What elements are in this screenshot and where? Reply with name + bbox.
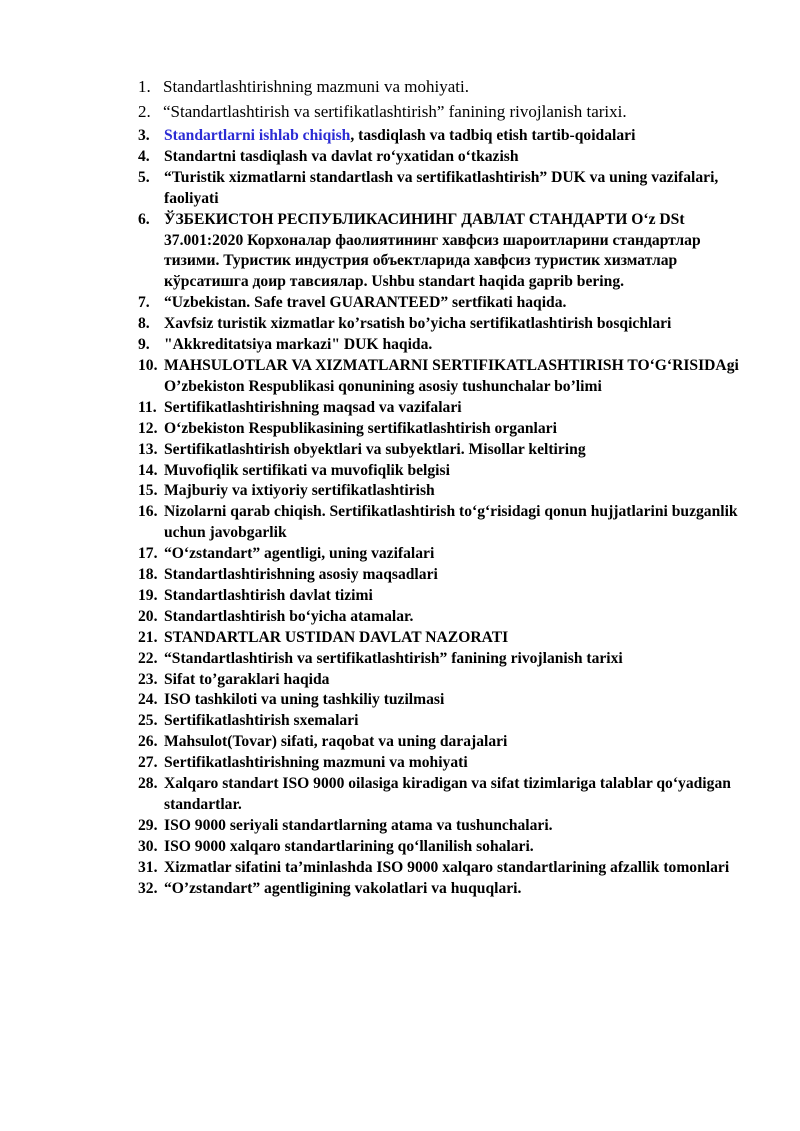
item-text: “Standartlashtirish va sertifikatlashtirish” fanining rivojlanish tarixi. xyxy=(163,102,627,121)
item-text: Standartlashtirish davlat tizimi xyxy=(164,586,373,604)
item-number: 31. xyxy=(138,858,158,876)
list-item xyxy=(138,147,748,168)
item-number: 24. xyxy=(138,691,158,709)
item-number: 17. xyxy=(138,545,158,563)
item-text: Xavfsiz turistik xizmatlar ko’rsatish bo’yicha sertifikatlashtirish bosqichlari xyxy=(164,315,672,333)
item-text: ISO 9000 seriyali standartlarning atama va tushunchalari. xyxy=(164,816,553,834)
list-item xyxy=(138,628,748,649)
item-number: 5. xyxy=(138,168,150,186)
item-text-rest: , tasdiqlash va tadbiq etish tartib-qoidalari xyxy=(350,127,636,144)
item-text: ISO tashkiloti va uning tashkiliy tuzilmasi xyxy=(164,691,445,709)
item-number: 25. xyxy=(138,712,158,730)
item-number: 3. xyxy=(138,127,150,144)
list-item xyxy=(138,210,748,294)
list-item xyxy=(138,774,748,816)
list-item xyxy=(138,440,748,461)
item-text: Xizmatlar sifatini ta’minlashda ISO 9000 xalqaro standartlarining afzallik tomonlari xyxy=(164,858,730,876)
item-number: 7. xyxy=(138,294,150,312)
list-item xyxy=(138,858,748,879)
list-item xyxy=(138,670,748,691)
list-item xyxy=(138,816,748,837)
question-list xyxy=(138,76,748,900)
item-number: 4. xyxy=(138,147,150,165)
list-item xyxy=(138,732,748,753)
item-number: 19. xyxy=(138,586,158,604)
item-text: Sertifikatlashtirish sxemalari xyxy=(164,712,359,730)
list-item xyxy=(138,101,748,123)
item-number: 15. xyxy=(138,482,158,500)
item-number: 14. xyxy=(138,461,158,479)
list-item xyxy=(138,126,748,147)
item-text: STANDARTLAR USTIDAN DAVLAT NAZORATI xyxy=(164,628,509,646)
item-number: 16. xyxy=(138,503,158,521)
item-number: 2. xyxy=(138,102,151,121)
item-number: 1. xyxy=(138,77,151,96)
item-number: 21. xyxy=(138,628,158,646)
list-item xyxy=(138,293,748,314)
item-text: Sertifikatlashtirish obyektlari va subyektlari. Misollar keltiring xyxy=(164,440,586,458)
item-number: 10. xyxy=(138,356,158,374)
item-number: 27. xyxy=(138,754,158,772)
item-text: Sertifikatlashtirishning maqsad va vazifalari xyxy=(164,398,462,416)
item-text: “Turistik xizmatlarni standartlash va sertifikatlashtirish” DUK va uning vazifalari, faoliyati xyxy=(164,168,719,207)
list-item xyxy=(138,565,748,586)
item-text: MAHSULOTLAR VA XIZMATLARNI SERTIFIKATLASHTIRISH TO‘G‘RISIDAgi O’zbekiston Respublikasi qonunining asosiy tushunchalar bo’limi xyxy=(164,356,739,395)
item-text: Mahsulot(Tovar) sifati, raqobat va uning darajalari xyxy=(164,733,508,751)
item-number: 12. xyxy=(138,419,158,437)
list-item xyxy=(138,335,748,356)
list-item xyxy=(138,649,748,670)
item-number: 32. xyxy=(138,879,158,897)
hyperlink-standards-development[interactable]: Standartlarni ishlab chiqish xyxy=(164,127,351,144)
list-item xyxy=(138,314,748,335)
item-text: Majburiy va ixtiyoriy sertifikatlashtirish xyxy=(164,482,435,500)
item-text: Muvofiqlik sertifikati va muvofiqlik belgisi xyxy=(164,461,450,479)
list-item xyxy=(138,461,748,482)
item-text: O‘zbekiston Respublikasining sertifikatlashtirish organlari xyxy=(164,419,557,437)
list-item xyxy=(138,76,748,98)
list-item xyxy=(138,753,748,774)
item-text: ISO 9000 xalqaro standartlarining qo‘llanilish sohalari. xyxy=(164,837,534,855)
item-number: 11. xyxy=(138,398,157,416)
item-number: 9. xyxy=(138,336,150,354)
item-number: 13. xyxy=(138,440,158,458)
item-text: Nizolarni qarab chiqish. Sertifikatlashtirish to‘g‘risidagi qonun hujjatlarini buzganlik uchun javobgarlik xyxy=(164,503,738,542)
item-text: ЎЗБЕКИСТОН РЕСПУБЛИКАСИНИНГ ДАВЛАТ СТАНДАРТИ O‘z DSt 37.001:2020 Корхоналар фаолиятининг хавфсиз шароитларини стандартлар тизими. Туристик индустрия объектларида хавфсиз туристик хизматлар кўрсатишга доир тавсиялар. Ushbu standart haqida gaprib bering. xyxy=(164,210,701,291)
item-text: Standartlashtirishning mazmuni va mohiyati. xyxy=(163,77,469,96)
item-text: "Akkreditatsiya markazi" DUK haqida. xyxy=(164,336,433,354)
list-item xyxy=(138,544,748,565)
list-item xyxy=(138,502,748,544)
list-item xyxy=(138,837,748,858)
item-number: 8. xyxy=(138,315,150,333)
list-item xyxy=(138,607,748,628)
list-item xyxy=(138,398,748,419)
item-text: Standartni tasdiqlash va davlat ro‘yxatidan o‘tkazish xyxy=(164,147,519,165)
item-number: 23. xyxy=(138,670,158,688)
item-text: “O’zstandart” agentligining vakolatlari va huquqlari. xyxy=(164,879,522,897)
item-number: 28. xyxy=(138,775,158,793)
list-item xyxy=(138,419,748,440)
item-text: Sifat to’garaklari haqida xyxy=(164,670,330,688)
item-number: 30. xyxy=(138,837,158,855)
item-number: 29. xyxy=(138,816,158,834)
list-item xyxy=(138,168,748,210)
item-text xyxy=(164,126,748,147)
item-text: “O‘zstandart” agentligi, uning vazifalari xyxy=(164,545,435,563)
item-text: Sertifikatlashtirishning mazmuni va mohiyati xyxy=(164,754,468,772)
list-item xyxy=(138,711,748,732)
list-item xyxy=(138,586,748,607)
item-text: “Standartlashtirish va sertifikatlashtirish” fanining rivojlanish tarixi xyxy=(164,649,623,667)
item-text: Standartlashtirishning asosiy maqsadlari xyxy=(164,566,438,584)
item-number: 20. xyxy=(138,607,158,625)
item-text: “Uzbekistan. Safe travel GUARANTEED” sertfikati haqida. xyxy=(164,294,567,312)
item-number: 22. xyxy=(138,649,158,667)
list-item xyxy=(138,481,748,502)
item-number: 26. xyxy=(138,733,158,751)
item-text: Xalqaro standart ISO 9000 oilasiga kiradigan va sifat tizimlariga talablar qo‘yadigan standartlar. xyxy=(164,775,731,813)
item-text: Standartlashtirish bo‘yicha atamalar. xyxy=(164,607,414,625)
list-item xyxy=(138,356,748,398)
list-item xyxy=(138,690,748,711)
item-number: 18. xyxy=(138,566,158,584)
item-number: 6. xyxy=(138,210,150,228)
list-item xyxy=(138,879,748,900)
